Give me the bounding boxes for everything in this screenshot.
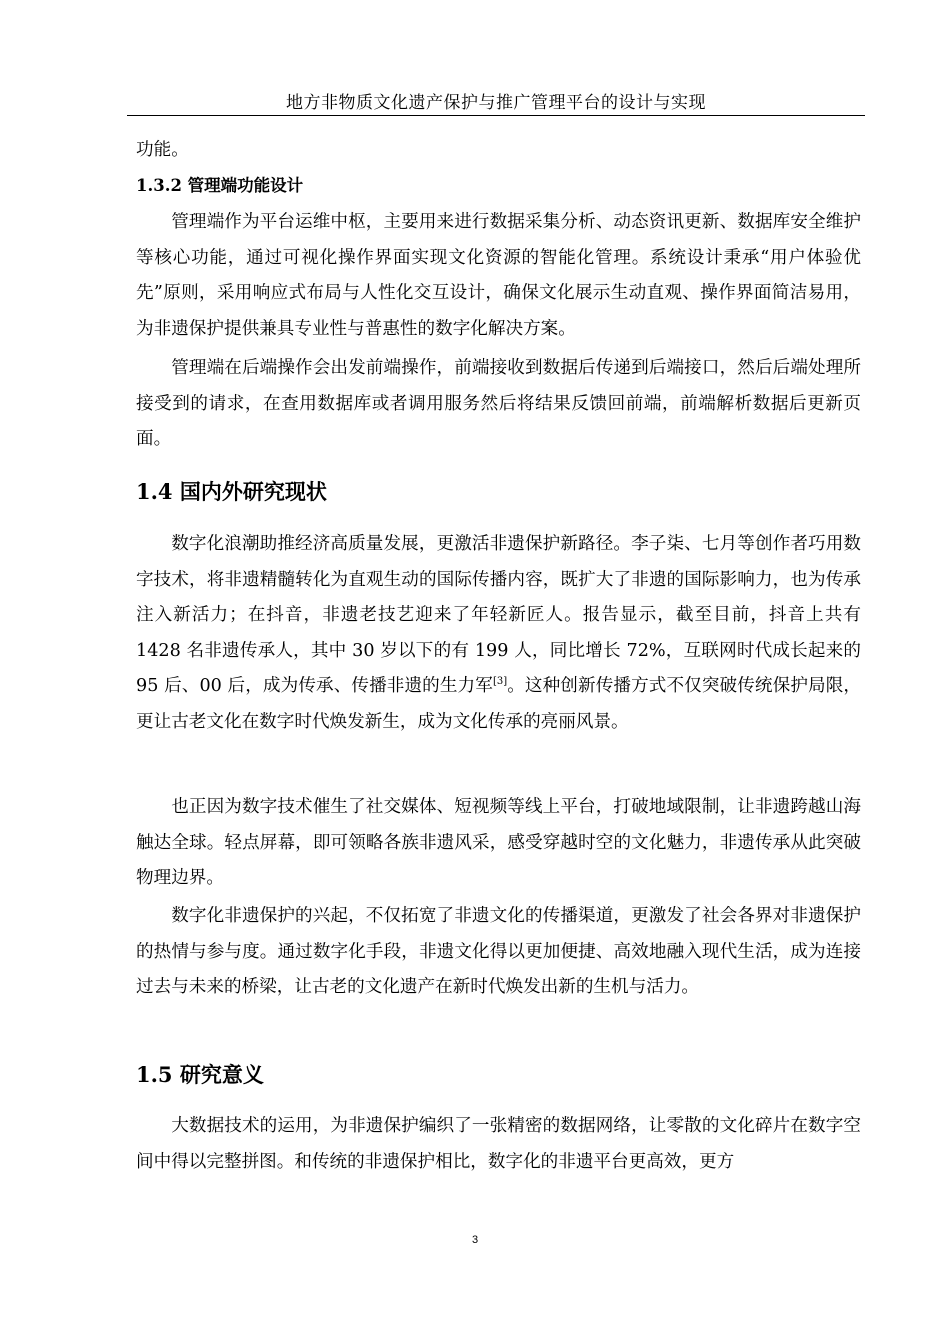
paragraph-research-status-text-end: 。这种创新传播方式不仅突破传统保护局限，更让古老文化在数字时代焕发新生，成为文化传承的亮丽风景。 xyxy=(136,676,861,732)
running-header: 地方非物质文化遗产保护与推广管理平台的设计与实现 xyxy=(286,93,706,113)
citation-ref: [3] xyxy=(492,676,508,688)
paragraph-digital-platforms: 也正因为数字技术催生了社交媒体、短视频等线上平台，打破地域限制，让非遗跨越山海触达全球。轻点屏幕，即可领略各族非遗风采，感受穿越时空的文化魅力，非遗传承从此突破物理边界。 xyxy=(136,797,861,888)
paragraph-admin-flow: 管理端在后端操作会出发前端操作，前端接收到数据后传递到后端接口，然后后端处理所接受到的请求，在查用数据库或者调用服务然后将结果反馈回前端，前端解析数据后更新页面。 xyxy=(136,358,861,449)
paragraph-digital-protection: 数字化非遗保护的兴起，不仅拓宽了非遗文化的传播渠道，更激发了社会各界对非遗保护的热情与参与度。通过数字化手段，非遗文化得以更加便捷、高效地融入现代生活，成为连接过去与未来的桥梁，让古老的文化遗产在新时代焕发出新的生机与活力。 xyxy=(136,906,861,997)
paragraph-admin-overview: 管理端作为平台运维中枢，主要用来进行数据采集分析、动态资讯更新、数据库安全维护等核心功能，通过可视化操作界面实现文化资源的智能化管理。系统设计秉承“用户体验优先”原则，采用响应式布局与人性化交互设计，确保文化展示生动直观、操作界面简洁易用，为非遗保护提供兼具专业性与普惠性的数字化解决方案。 xyxy=(136,212,861,339)
heading-1-4: 1.4 国内外研究现状 xyxy=(136,479,327,504)
paragraph-research-status xyxy=(136,527,861,740)
heading-1-3-2: 1.3.2 管理端功能设计 xyxy=(136,176,304,195)
paragraph-research-significance: 大数据技术的运用，为非遗保护编织了一张精密的数据网络，让零散的文化碎片在数字空间中得以完整拼图。和传统的非遗保护相比，数字化的非遗平台更高效，更方 xyxy=(136,1116,861,1172)
page-number: 3 xyxy=(471,1234,479,1246)
header-rule xyxy=(127,115,865,116)
heading-1-5: 1.5 研究意义 xyxy=(136,1062,264,1087)
paragraph-continuation: 功能。 xyxy=(136,140,189,160)
paragraph-research-status-text: 数字化浪潮助推经济高质量发展，更激活非遗保护新路径。李子柒、七月等创作者巧用数字技术，将非遗精髓转化为直观生动的国际传播内容，既扩大了非遗的国际影响力，也为传承注入新活力；在抖音，非遗老技艺迎来了年轻新匠人。报告显示，截至目前，抖音上共有 1428 名非遗传承人，其中 30 岁以下的有 199 人，同比增长 72%，互联网时代成长起来的 95 后、00 后，成为传承、传播非遗的生力军 xyxy=(136,534,861,696)
